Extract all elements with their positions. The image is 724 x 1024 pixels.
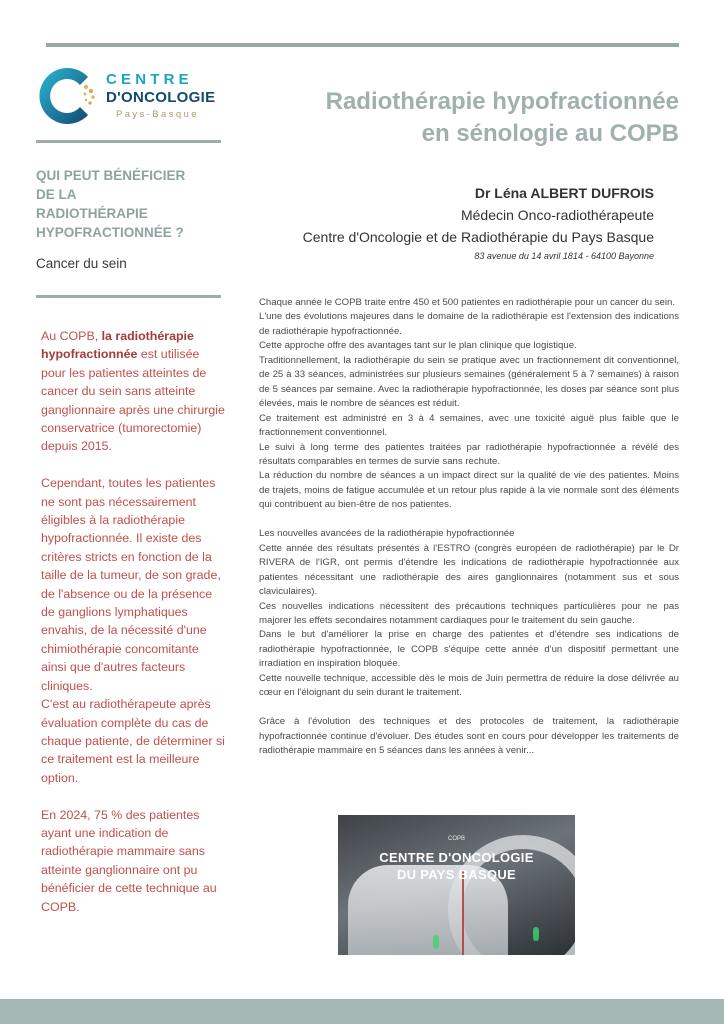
sidebar-heading — [36, 166, 226, 242]
sidebar-divider-bottom — [36, 295, 221, 298]
sidebar-heading-line: DE LA — [36, 187, 77, 202]
sidebar-heading-line: RADIOTHÉRAPIE — [36, 206, 148, 221]
footer-band — [0, 999, 724, 1024]
paragraph-gap — [259, 513, 679, 527]
logo-line-2: D'ONCOLOGIE — [106, 89, 216, 106]
photo-caption-line: CENTRE D'ONCOLOGIE — [379, 850, 534, 865]
sidebar-p1-bold: la radiothérapie hypofractionnée — [41, 329, 194, 362]
author-organization: Centre d'Oncologie et de Radiothérapie du Pays Basque — [302, 229, 654, 245]
article-paragraph: Traditionnellement, la radiothérapie du sein se pratique avec un fractionnement dit conventionnel, de 25 à 33 séances, administrées sur plusieurs semaines (généralement 5 à 7 semaines) à raison de 5 séances par semaine. Avec la radiothérapie hypofractionnée, les doses par séance sont plus élevées, mais le nombre de séances est réduit. — [259, 354, 679, 410]
sidebar-body — [41, 327, 227, 934]
sidebar-paragraph — [41, 474, 227, 695]
photo-caption-line: DU PAYS BASQUE — [396, 867, 517, 882]
sidebar-subtitle: Cancer du sein — [36, 256, 127, 271]
sidebar-paragraph — [41, 695, 227, 787]
top-divider — [46, 43, 679, 47]
sidebar-p1-prefix: Au COPB, — [41, 329, 102, 343]
sidebar-p4: En 2024, 75 % des patientes ayant une indication de radiothérapie mammaire sans atteinte ganglionnaire ont pu bénéficier de cette technique au COPB. — [41, 807, 217, 914]
sidebar-heading-line: QUI PEUT BÉNÉFICIER — [36, 168, 186, 183]
article-paragraph: L'une des évolutions majeures dans le domaine de la radiothérapie est l'extension des indications de radiothérapie hypofractionnée. — [259, 311, 679, 337]
sidebar-divider-top — [36, 140, 221, 143]
page-title-line: Radiothérapie hypofractionnée — [325, 88, 679, 115]
author-address: 83 avenue du 14 avril 1814 - 64100 Bayonne — [474, 251, 654, 261]
article-paragraph: Ces nouvelles indications nécessitent des précautions techniques particulières pour ne pas majorer les effets secondaires notamment cardiaques pour le traitement du sein gauche. — [259, 600, 679, 626]
green-light — [433, 935, 439, 949]
article-paragraph: Chaque année le COPB traite entre 450 et 500 patientes en radiothérapie pour un cancer du sein. — [259, 297, 676, 308]
photo-caption-small: COPB — [447, 836, 465, 842]
article-paragraph: Cette nouvelle technique, accessible dès le mois de Juin permettra de réduire la dose délivrée au cœur en l'éloignant du sein durant le traitement. — [259, 672, 679, 699]
sidebar-p1-suffix: est utilisée pour les patientes atteintes de cancer du sein sans atteinte ganglionnaire après une chirurgie conservatrice (tumorectomie) depuis 2015. — [41, 347, 225, 454]
article-subheading: Les nouvelles avancées de la radiothérapie hypofractionnée — [259, 528, 515, 540]
logo-line-1: CENTRE — [106, 71, 193, 88]
author-role: Médecin Onco-radiothérapeute — [460, 207, 654, 223]
sidebar-heading-line: HYPOFRACTIONNÉE ? — [36, 225, 184, 240]
logo-line-3: Pays-Basque — [116, 109, 199, 120]
article-paragraph: La réduction du nombre de séances a un impact direct sur la qualité de vie des patientes. Moins de trajets, moins de fatigue accumulée et un retour plus rapide à la vie normale sont des éléments qui contribuent au bien-être de nos patientes. — [259, 470, 679, 511]
page-title — [326, 86, 679, 150]
logo — [36, 63, 236, 129]
article-paragraph: Cette approche offre des avantages tant sur le plan clinique que logistique. — [259, 340, 577, 352]
article-paragraph: Dans le but d'améliorer la prise en charge des patientes et d'étendre ses indications de radiothérapie hypofractionnée, le COPB s'équipe cette année d'un dispositif permettant une irradiation en inspiration bloquée. — [259, 629, 679, 670]
logo-c-icon — [36, 63, 102, 129]
photo-caption — [338, 849, 575, 883]
paragraph-gap — [259, 701, 679, 715]
article-paragraph: Cette année des résultats présentés à l'ESTRO (congrès européen de radiothérapie) par le Dr RIVERA de l'IGR, ont permis d'étendre les indications de radiothérapie hypofractionnée aux patientes nécessitant une radiothérapie des aires ganglionnaires (notamment sus et sous claviculaires). — [259, 542, 679, 598]
article-paragraph: Le suivi à long terme des patientes traitées par radiothérapie hypofractionnée a révélé des résultats comparables en termes de survie sans rechute. — [259, 441, 679, 467]
article-paragraph: Grâce à l'évolution des techniques et des protocoles de traitement, la radiothérapie hypofractionnée continue d'évoluer. Des études sont en cours pour développer les traitements de radiothérapie mammaire en 5 séances dans les années à venir... — [259, 716, 679, 757]
sidebar-paragraph — [41, 806, 227, 916]
article-paragraph: Ce traitement est administré en 3 à 4 semaines, avec une toxicité aiguë plus faible que le fractionnement conventionnel. — [259, 412, 679, 439]
page-title-line: en sénologie au COPB — [421, 120, 679, 147]
sidebar-paragraph — [41, 327, 227, 456]
author-name: Dr Léna ALBERT DUFROIS — [474, 185, 654, 201]
green-light — [533, 927, 539, 941]
author-block — [303, 182, 654, 264]
sidebar-p3: C'est au radiothérapeute après évaluation complète du cas de chaque patiente, de déterminer si ce traitement est la meilleure option. — [41, 697, 225, 785]
sidebar-p2: Cependant, toutes les patientes ne sont pas nécessairement éligibles à la radiothérapie hypofractionnée. Il existe des critères stricts en fonction de la taille de la tumeur, de son grade, de l'absence ou de la présence de ganglions lymphatiques envahis, de la nécessité d'une chimiothérapie concomitante ainsi que d'autres facteurs cliniques. — [41, 476, 221, 693]
article-body — [259, 296, 679, 758]
treatment-room-photo — [338, 815, 575, 955]
